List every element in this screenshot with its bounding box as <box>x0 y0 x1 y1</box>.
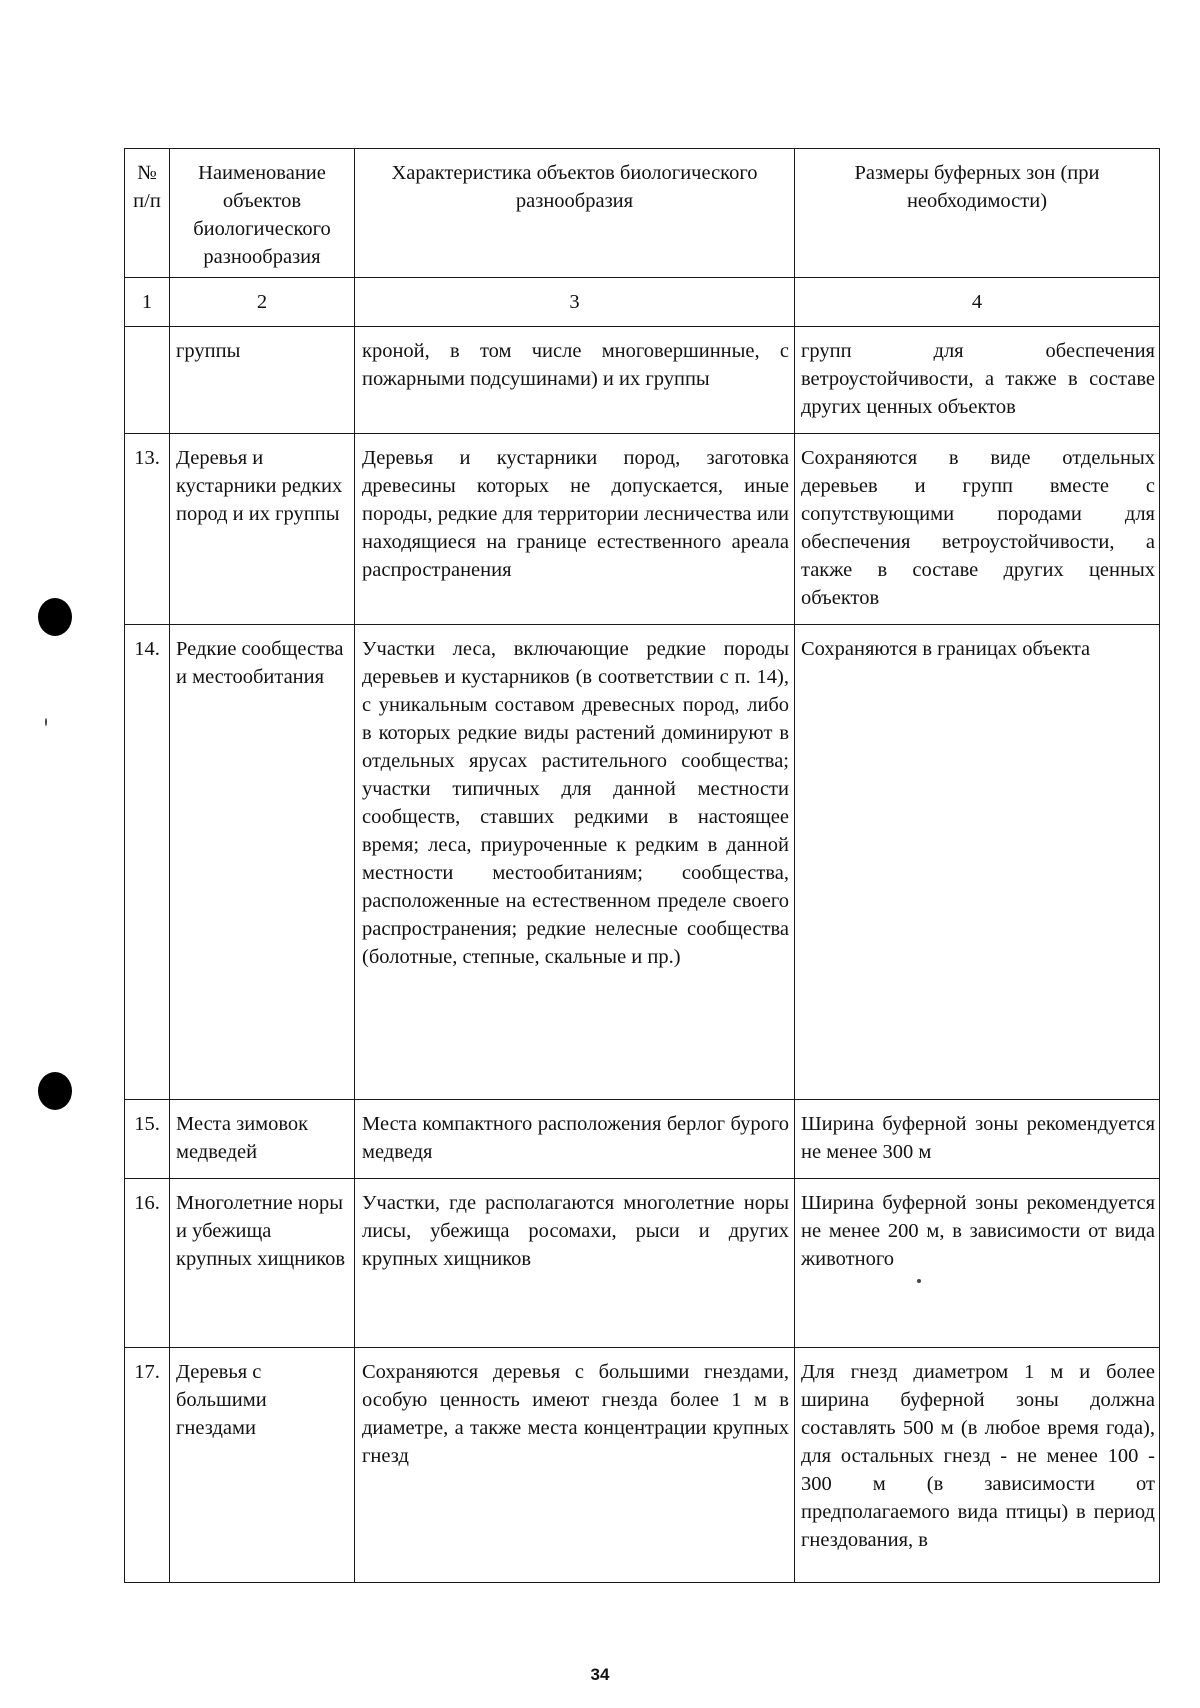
column-number: 1 <box>125 278 170 327</box>
object-name: Места зимовок медведей <box>170 1100 355 1179</box>
header-characteristics: Характеристика объектов биологического разнообразия <box>355 149 795 278</box>
object-description: Деревья и кустарники пород, заготовка древесины которых не допускается, иные породы, редкие для территории лесничества или находящиеся на границе естественного ареала распространения <box>355 434 795 625</box>
object-name: Редкие сообщества и местообитания <box>170 625 355 1100</box>
column-number: 4 <box>795 278 1160 327</box>
object-name: Деревья с большими гнездами <box>170 1348 355 1583</box>
object-description: Участки леса, включающие редкие породы деревьев и кустарников (в соответствии с п. 14), с уникальным составом древесных пород, либо в которых редкие виды растений доминируют в отдельных ярусах растительного сообщества; участки типичных для данной местности сообществ, ставших редкими в настоящее время; леса, приуроченные к редким в данной местности местообитаниям; сообщества, расположенные на естественном пределе своего распространения; редкие нелесные сообщества (болотные, степные, скальные и пр.) <box>355 625 795 1100</box>
row-number: 13. <box>125 434 170 625</box>
punch-hole-mark <box>38 598 72 636</box>
object-name: группы <box>170 327 355 434</box>
buffer-zone: Для гнезд диаметром 1 м и более ширина буферной зоны должна составлять 500 м (в любое время года), для остальных гнезд - не менее 100 - 300 м (в зависимости от предполагаемого вида птицы) в период гнездования, в <box>795 1348 1160 1583</box>
column-number: 2 <box>170 278 355 327</box>
header-object-name: Наименование объектов биологического разнообразия <box>170 149 355 278</box>
header-number: № п/п <box>125 149 170 278</box>
table-row <box>125 1348 1160 1583</box>
buffer-zone: Сохраняются в виде отдельных деревьев и групп вместе с сопутствующими породами для обеспечения ветроустойчивости, а также в составе других ценных объектов <box>795 434 1160 625</box>
row-number: 16. <box>125 1179 170 1348</box>
header-buffer-zone: Размеры буферных зон (при необходимости) <box>795 149 1160 278</box>
table-row <box>125 327 1160 434</box>
table-row <box>125 625 1160 1100</box>
buffer-zone: Ширина буферной зоны рекомендуется не менее 200 м, в зависимости от вида животного <box>795 1179 1160 1348</box>
table-row <box>125 1179 1160 1348</box>
buffer-zone: групп для обеспечения ветроустойчивости, а также в составе других ценных объектов <box>795 327 1160 434</box>
buffer-zone: Ширина буферной зоны рекомендуется не менее 300 м <box>795 1100 1160 1179</box>
object-description: Места компактного расположения берлог бурого медведя <box>355 1100 795 1179</box>
object-name: Деревья и кустарники редких пород и их группы <box>170 434 355 625</box>
biodiversity-objects-table <box>124 148 1160 1583</box>
object-description: Сохраняются деревья с большими гнездами, особую ценность имеют гнезда более 1 м в диаметре, а также места концентрации крупных гнезд <box>355 1348 795 1583</box>
punch-hole-mark <box>38 1072 72 1110</box>
column-number-row <box>125 278 1160 327</box>
row-number <box>125 327 170 434</box>
object-description: кроной, в том числе многовершинные, с пожарными подсушинами) и их группы <box>355 327 795 434</box>
table-row <box>125 1100 1160 1179</box>
page-number: 34 <box>590 1665 610 1684</box>
scan-speck <box>45 718 47 726</box>
table-header-row <box>125 149 1160 278</box>
column-number: 3 <box>355 278 795 327</box>
table-row <box>125 434 1160 625</box>
object-description: Участки, где располагаются многолетние норы лисы, убежища росомахи, рыси и других крупных хищников <box>355 1179 795 1348</box>
object-name: Многолетние норы и убежища крупных хищников <box>170 1179 355 1348</box>
buffer-zone: Сохраняются в границах объекта <box>795 625 1160 1100</box>
row-number: 14. <box>125 625 170 1100</box>
row-number: 17. <box>125 1348 170 1583</box>
row-number: 15. <box>125 1100 170 1179</box>
